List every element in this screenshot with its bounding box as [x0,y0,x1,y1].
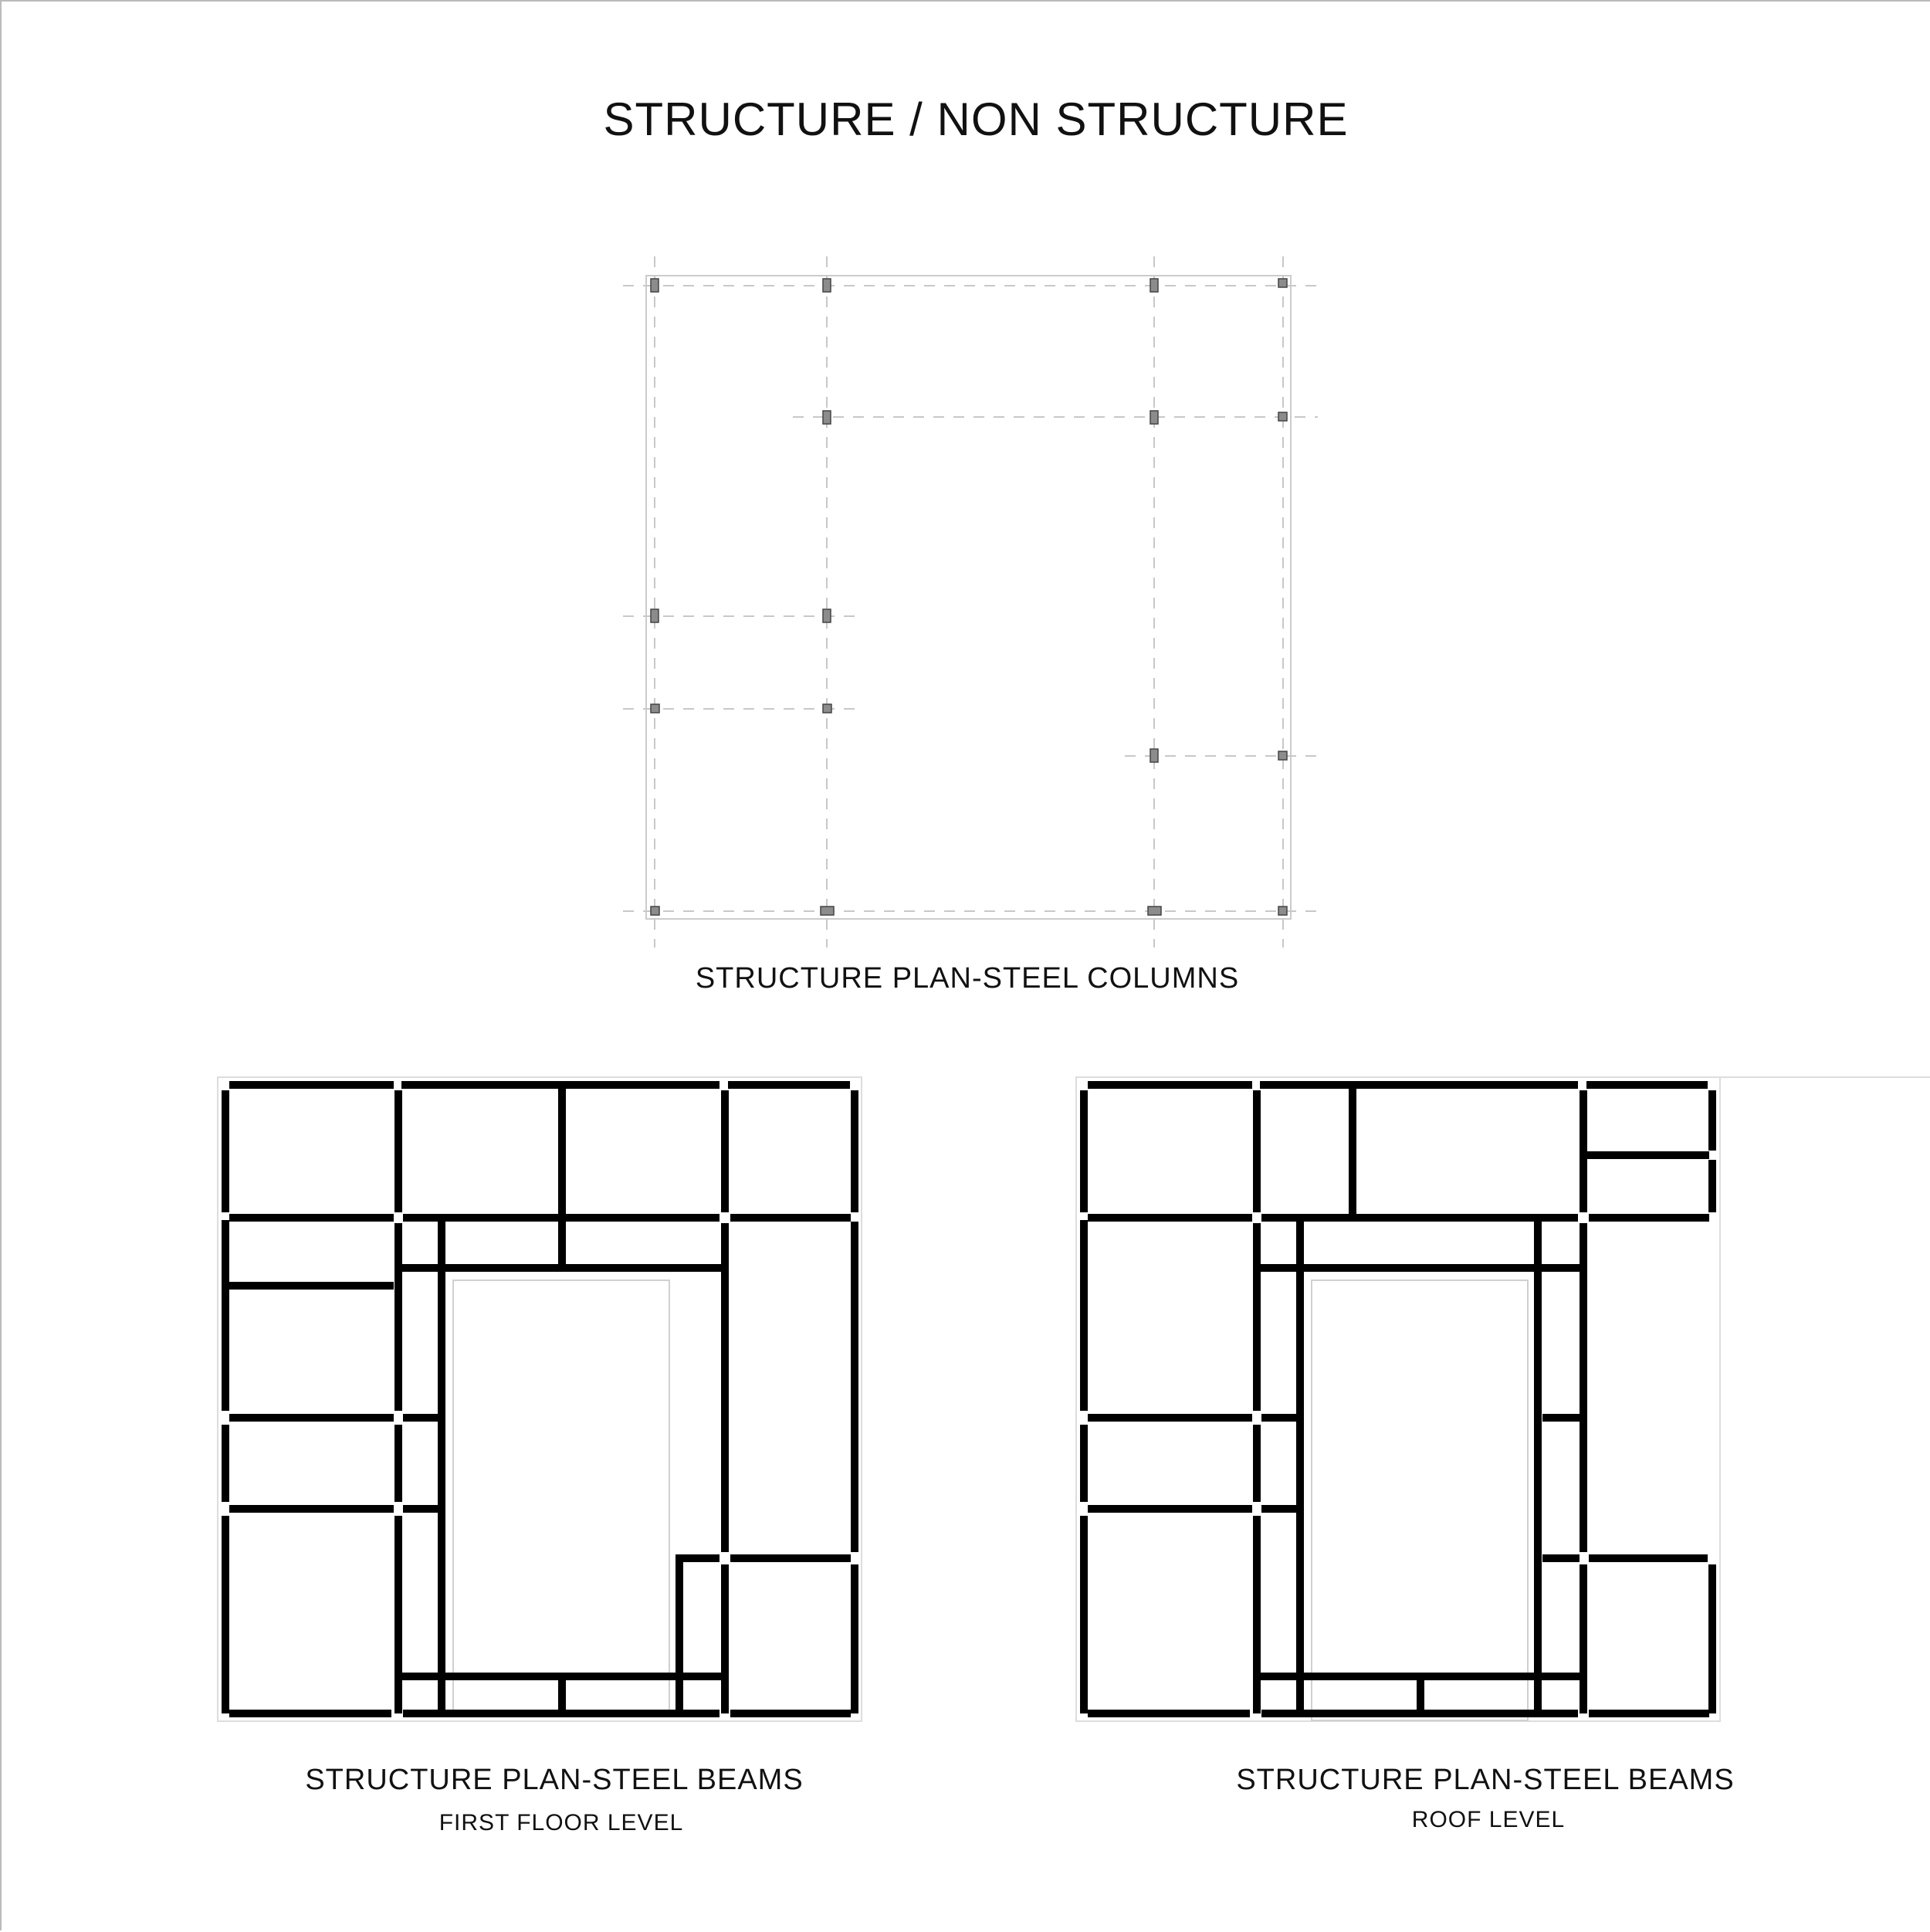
roof-subcaption: ROOF LEVEL [1411,1807,1566,1832]
roof-beams [1084,1085,1712,1713]
roof-beams-plan [2,2,1930,1932]
roof-void-outline [1312,1280,1528,1720]
main-title: STRUCTURE / NON STRUCTURE [603,93,1349,145]
roof-outline [1076,1077,1720,1721]
first-floor-caption: STRUCTURE PLAN-STEEL BEAMS [305,1764,804,1796]
columns-plan-caption: STRUCTURE PLAN-STEEL COLUMNS [695,962,1240,995]
roof-caption: STRUCTURE PLAN-STEEL BEAMS [1236,1764,1735,1796]
first-floor-subcaption: FIRST FLOOR LEVEL [438,1810,684,1835]
